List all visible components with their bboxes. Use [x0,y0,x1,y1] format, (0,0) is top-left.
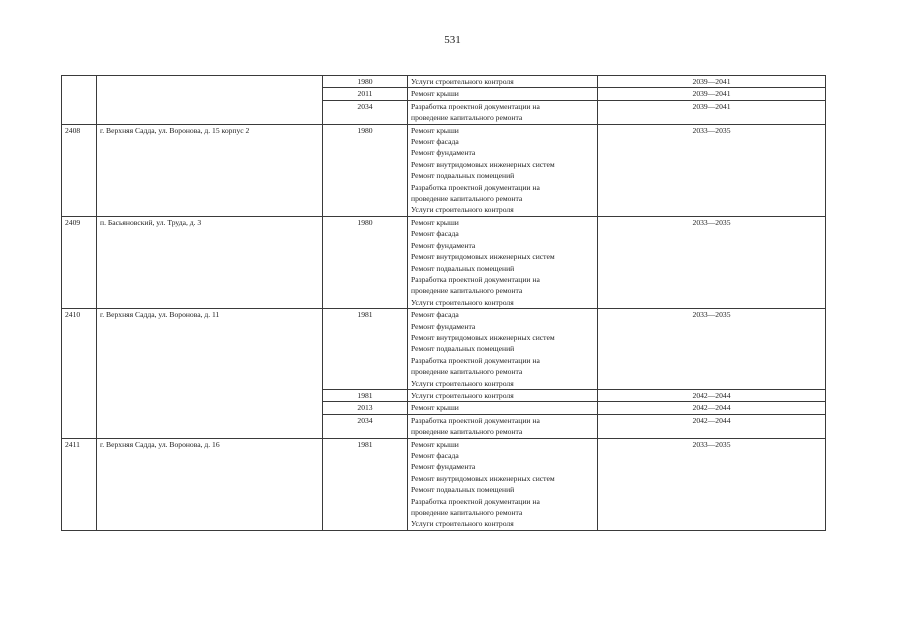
work-item: Разработка проектной документации на [411,355,540,365]
work-item: Ремонт подвальных помещений [411,485,515,495]
work-item: Разработка проектной документации на [411,101,540,111]
cell-address: п. Басьяновский, ул. Труда, д. 3 [97,216,323,308]
cell-works [408,414,598,438]
work-item: Ремонт крыши [411,89,459,99]
work-item: Ремонт фасада [411,137,459,147]
work-item: Ремонт фундамента [411,240,476,250]
work-item: Ремонт внутридомовых инженерных систем [411,332,555,342]
work-item: Разработка проектной документации на [411,415,540,425]
work-item: Услуги строительного контроля [411,77,514,86]
cell-year: 1980 [323,124,408,216]
cell-year: 1981 [323,389,408,401]
cell-works [408,402,598,414]
work-item: Услуги строительного контроля [411,297,514,307]
cell-period: 2033—2035 [598,124,826,216]
table-row [62,76,826,88]
work-item: Ремонт внутридомовых инженерных систем [411,159,555,169]
cell-year: 2034 [323,100,408,124]
cell-works [408,309,598,390]
work-item: Разработка проектной документации на [411,496,540,506]
page-number: 531 [444,34,461,46]
work-item: Ремонт внутридомовых инженерных систем [411,473,555,483]
work-item: Услуги строительного контроля [411,205,514,215]
cell-period: 2039—2041 [598,88,826,100]
cell-period: 2033—2035 [598,438,826,530]
work-item: Ремонт фасада [411,310,459,320]
work-item: Ремонт внутридомовых инженерных систем [411,252,555,262]
work-item: проведение капитального ремонта [411,367,523,377]
work-item: проведение капитального ремонта [411,194,523,204]
work-item: Ремонт фасада [411,451,459,460]
cell-number: 2411 [62,438,97,530]
cell-works [408,124,598,216]
cell-year: 1980 [323,216,408,308]
cell-number: 2408 [62,124,97,216]
work-item: Ремонт фундамента [411,321,476,331]
work-item: проведение капитального ремонта [411,427,523,437]
table-body [62,76,826,531]
cell-works [408,389,598,401]
cell-period: 2042—2044 [598,402,826,414]
work-item: Услуги строительного контроля [411,519,514,529]
table-row [62,438,826,530]
cell-number: 2409 [62,216,97,308]
cell-address: г. Верхняя Садда, ул. Воронова, д. 15 корпус 2 [97,124,323,216]
cell-works [408,216,598,308]
repair-schedule-table [61,75,826,531]
cell-address: г. Верхняя Садда, ул. Воронова, д. 11 [97,309,323,438]
cell-works [408,76,598,88]
cell-period: 2042—2044 [598,414,826,438]
table-row [62,309,826,390]
work-item: Ремонт крыши [411,217,459,227]
work-item: Услуги строительного контроля [411,390,514,400]
cell-period: 2033—2035 [598,216,826,308]
cell-period: 2039—2041 [598,100,826,124]
cell-period: 2039—2041 [598,76,826,88]
cell-number: 2410 [62,309,97,438]
cell-address [97,76,323,125]
cell-works [408,88,598,100]
work-item: Ремонт подвальных помещений [411,263,515,273]
cell-period: 2033—2035 [598,309,826,390]
work-item: проведение капитального ремонта [411,113,523,123]
work-item: проведение капитального ремонта [411,508,523,518]
work-item: Разработка проектной документации на [411,182,540,192]
cell-year: 1980 [323,76,408,88]
work-item: Ремонт крыши [411,403,459,413]
work-item: Разработка проектной документации на [411,274,540,284]
work-item: Услуги строительного контроля [411,378,514,388]
work-item: Ремонт фундамента [411,148,476,158]
table-row [62,216,826,308]
cell-year: 1981 [323,438,408,530]
cell-address: г. Верхняя Садда, ул. Воронова, д. 16 [97,438,323,530]
cell-year: 1981 [323,309,408,390]
work-item: Ремонт фасада [411,229,459,239]
cell-period: 2042—2044 [598,389,826,401]
work-item: Ремонт фундамента [411,462,476,472]
table-row [62,124,826,216]
cell-year: 2034 [323,414,408,438]
cell-works [408,438,598,530]
work-item: проведение капитального ремонта [411,286,523,296]
cell-year: 2011 [323,88,408,100]
cell-year: 2013 [323,402,408,414]
cell-number [62,76,97,125]
work-item: Ремонт подвальных помещений [411,344,515,354]
cell-works [408,100,598,124]
work-item: Ремонт подвальных помещений [411,171,515,181]
work-item: Ремонт крыши [411,439,459,449]
work-item: Ремонт крыши [411,125,459,135]
